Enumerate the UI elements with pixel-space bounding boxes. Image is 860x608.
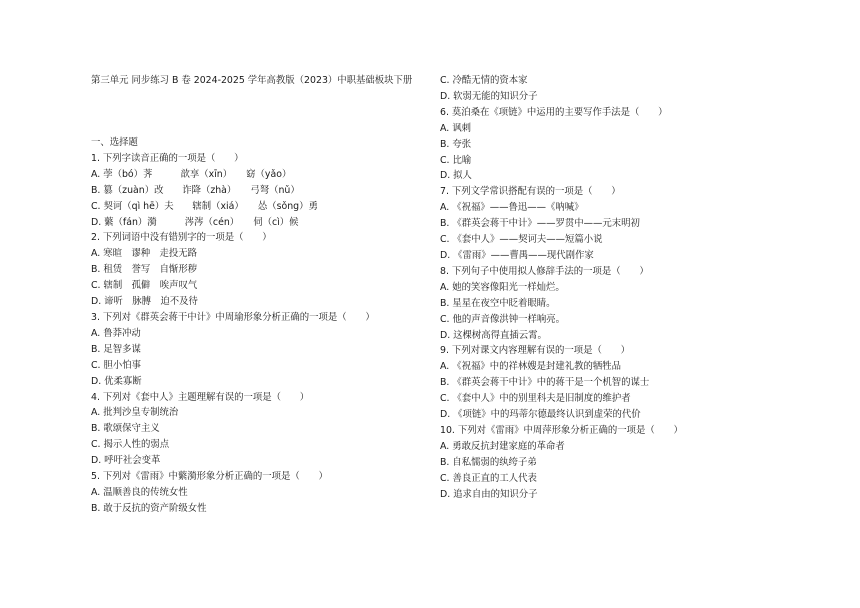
option-line: A. 鲁莽冲动 — [91, 327, 141, 339]
option-line: B. 自私懦弱的纨绔子弟 — [440, 456, 537, 468]
option-line: B. 星星在夜空中眨着眼睛。 — [440, 297, 556, 309]
option-line: B. 歌颂保守主义 — [91, 423, 160, 435]
option-line: C. 《套中人》中的别里科夫是旧制度的维护者 — [440, 393, 631, 405]
option-line: C. 比喻 — [440, 154, 472, 166]
option-line: A. 《祝福》——鲁迅——《呐喊》 — [440, 202, 584, 214]
option-line: D. 拟人 — [440, 170, 472, 182]
option-line: D. 《项链》中的玛蒂尔德最终认识到虚荣的代价 — [440, 409, 641, 421]
option-line: B. 租赁 誉写 自惭形秽 — [91, 264, 198, 276]
question-line: 5. 下列对《雷雨》中蘩漪形象分析正确的一项是（ ） — [91, 471, 328, 483]
option-line: C. 他的声音像洪钟一样响亮。 — [440, 313, 566, 325]
option-line: C. 揭示人性的弱点 — [91, 439, 170, 451]
option-line: B. 足智多谋 — [91, 343, 141, 355]
option-line: A. 讽刺 — [440, 122, 471, 134]
option-line: D. 追求自由的知识分子 — [440, 488, 538, 500]
option-line: C. 善良正直的工人代表 — [440, 472, 537, 484]
option-line: A. 《祝福》中的祥林嫂是封建礼教的牺牲品 — [440, 361, 621, 373]
option-line: B. 敢于反抗的资产阶级女性 — [91, 502, 207, 514]
option-line: D. 蘩（fán）漪 涔涔（cén） 伺（cì）候 — [91, 216, 299, 228]
option-line: D. 软弱无能的知识分子 — [440, 90, 538, 102]
spacer — [91, 89, 426, 135]
option-line: D. 这棵树高得直插云霄。 — [440, 329, 547, 341]
option-line: B. 夸张 — [440, 138, 472, 150]
option-line: D. 谛听 脉膊 迫不及待 — [91, 296, 198, 308]
option-line: C. 《套中人》——契诃夫——短篇小说 — [440, 234, 603, 246]
section-heading: 一、选择题 — [91, 137, 138, 148]
question-line: 6. 莫泊桑在《项链》中运用的主要写作手法是（ ） — [440, 106, 668, 118]
question-line: 1. 下列字读音正确的一项是（ ） — [91, 152, 244, 164]
option-line: B. 篡（zuàn）改 诈降（zhà） 弓弩（nǔ） — [91, 184, 300, 196]
question-line: 3. 下列对《群英会蒋干中计》中周瑜形象分析正确的一项是（ ） — [91, 311, 375, 323]
option-line: B. 《群英会蒋干中计》中的蒋干是一个机智的谋士 — [440, 377, 650, 389]
option-line: B. 《群英会蒋干中计》——罗贯中——元末明初 — [440, 218, 640, 230]
question-line: 9. 下列对课文内容理解有误的一项是（ ） — [440, 345, 631, 357]
option-line: A. 荸（bó）荠 歆享（xīn） 窈（yǎo） — [91, 168, 292, 180]
option-line: C. 辖制 孤僻 唉声叹气 — [91, 280, 198, 292]
option-line: C. 冷酷无情的资本家 — [440, 75, 528, 86]
option-line: C. 契诃（qì hē）夫 辖制（xiá） 怂（sǒng）勇 — [91, 200, 318, 212]
option-line: A. 温顺善良的传统女性 — [91, 486, 188, 498]
question-line: 7. 下列文学常识搭配有误的一项是（ ） — [440, 186, 621, 198]
question-line: 2. 下列词语中没有错别字的一项是（ ） — [91, 232, 272, 244]
question-line: 4. 下列对《套中人》主题理解有误的一项是（ ） — [91, 391, 310, 403]
left-column — [91, 73, 426, 517]
question-line: 10. 下列对《雷雨》中周萍形象分析正确的一项是（ ） — [440, 424, 683, 436]
question-line: 8. 下列句子中使用拟人修辞手法的一项是（ ） — [440, 265, 649, 277]
option-line: A. 勇敢反抗封建家庭的革命者 — [440, 440, 565, 452]
right-column — [440, 73, 840, 502]
document-title: 第三单元 同步练习 B 卷 2024-2025 学年高教版（2023）中职基础板块下册 — [91, 75, 413, 86]
option-line: D. 呼吁社会变革 — [91, 455, 161, 467]
option-line: C. 胆小怕事 — [91, 359, 142, 371]
option-line: A. 寒暄 谬种 走投无路 — [91, 248, 197, 260]
option-line: D. 优柔寡断 — [91, 375, 142, 387]
option-line: D. 《雷雨》——曹禺——现代剧作家 — [440, 249, 594, 261]
option-line: A. 她的笑容像阳光一样灿烂。 — [440, 281, 565, 293]
option-line: A. 批判沙皇专制统治 — [91, 407, 179, 419]
